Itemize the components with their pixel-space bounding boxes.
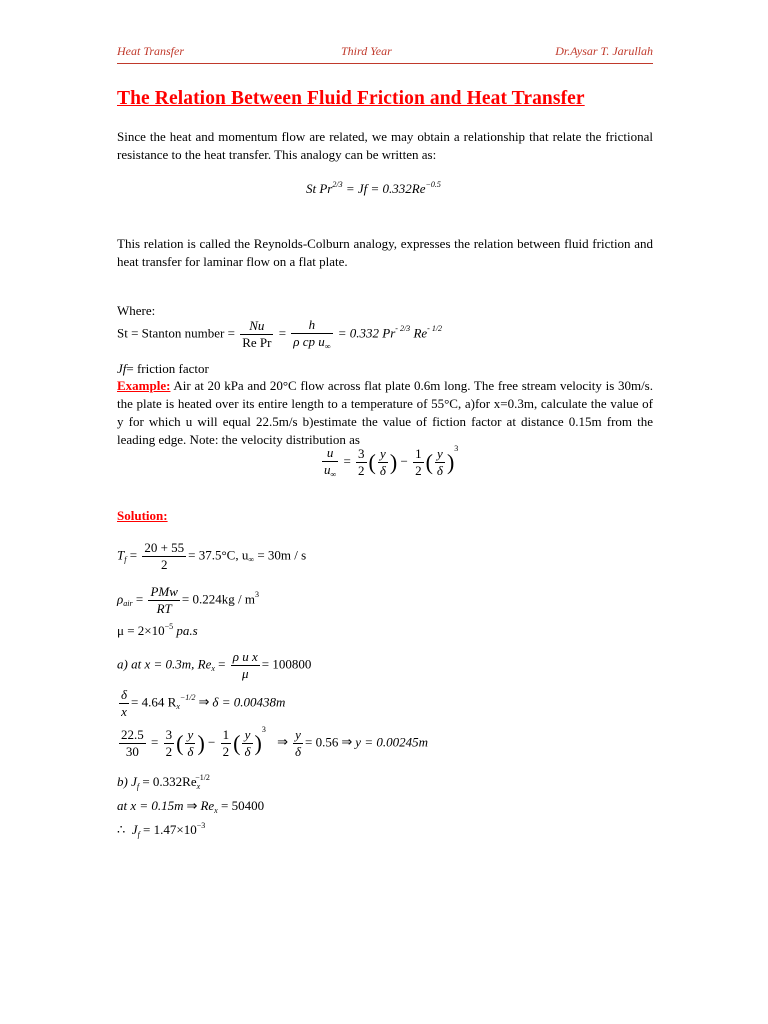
header-author: Dr.Aysar T. Jarullah — [555, 44, 653, 58]
solution-friction-factor-result: ∴ $J_f = 1.47\times 10^{-3}$ — [117, 821, 206, 839]
solution-reynolds-b: at x = 0.15m ⇒ $Re_x = 50400$ — [117, 798, 265, 815]
solution-viscosity: $\mu = 2\times 10^{-5}$ pa.s — [117, 622, 198, 638]
solution-film-temperature: $T_f$ = $\frac{20 + 55}{2}$ = 37.5°C, $u_\infty = 30m / s$ — [117, 540, 307, 572]
reynolds-colburn-paragraph: This relation is called the Reynolds-Colburn analogy, expresses the relation between fluid friction and heat transfer for laminar flow on a flat plate. — [117, 236, 653, 269]
solution-air-density: $\rho_{air}$ = $\frac{\text{PMw}}{RT}$ = $0.224kg / m^3$ — [117, 584, 259, 616]
stanton-definition: St = Stanton number = $\frac{Nu}{\text{Re Pr}}$ = $\frac{h}{\rho cp u_\infty}$ = 0.332 $Pr^{- 2/3}$ $Re^{- 1/2}$ — [117, 317, 443, 351]
stanton-fraction-nu: $\frac{Nu}{\text{Re Pr}}$ — [242, 318, 272, 350]
solution-label: Solution: — [117, 508, 168, 523]
solution-friction-factor-formula: b) $J_f = 0.332Re_x^{-1/2}$ — [117, 773, 210, 791]
header-year: Third Year — [341, 44, 392, 58]
friction-factor-definition: Jf= friction factor — [117, 361, 209, 376]
velocity-profile-equation: $\frac{u}{u_\infty}$ = $\frac{3}{2}$ ( $\frac{y}{\delta}$ ) − $\frac{1}{2}$ ( $\frac{y}{\delta}$ )$^3$ — [324, 444, 459, 479]
solution-velocity-ratio: $\frac{22.5}{30}$ = $\frac{3}{2}$ ( $\frac{y}{\delta}$ ) − $\frac{1}{2}$ ( $\frac{y}{\delta}$ )$^3$ ⇒ $\frac{y}{\delta}$ = 0.56 ⇒ y = 0.00245m — [121, 725, 428, 759]
header-course: Heat Transfer — [117, 44, 185, 58]
solution-boundary-layer: $\frac{\delta}{x}$ = 4.64 $R_x^{-1/2}$ ⇒ δ = 0.00438m — [121, 687, 286, 719]
intro-paragraph: Since the heat and momentum flow are related, we may obtain a relationship that relate the frictional resistance to the heat transfer. This analogy can be written as: — [117, 129, 653, 162]
analogy-equation: St $Pr^{2/3} = Jf = 0.332Re^{-0.5}$ — [306, 180, 441, 196]
where-label: Where: — [117, 303, 156, 318]
example-label: Example: — [117, 378, 171, 393]
page-header — [117, 44, 653, 60]
page-title: The Relation Between Fluid Friction and Heat Transfer — [117, 88, 585, 109]
header-rule — [117, 63, 653, 64]
stanton-fraction-h: $\frac{h}{\rho cp u_\infty}$ — [293, 317, 331, 351]
example-paragraph: Example: Air at 20 kPa and 20°C flow across flat plate 0.6m long. The free stream velocity is 30m/s. the plate is heated over its entire length to a temperature of 55°C, a)for x=0.3m, calculate the value of y for which u will equal 22.5m/s b)estimate the value of fiction factor at distance 0.15m from the leading edge. Note: the velocity distribution as — [117, 378, 653, 447]
solution-reynolds-a: a) at x = 0.3m, $Re_x$ = $\frac{\text{ρ u x}}{\mu}$ = 100800 — [117, 649, 312, 681]
